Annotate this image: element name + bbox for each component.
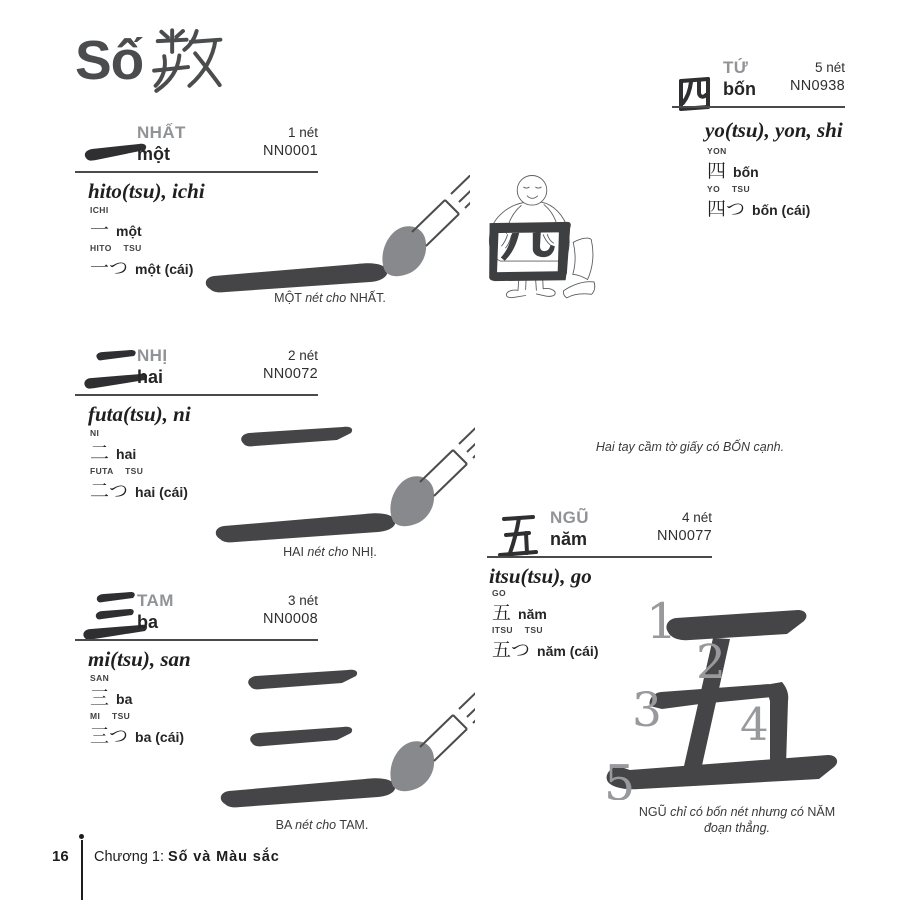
illustration-caption: MỘT nét cho NHẤT. [274, 291, 386, 305]
page-title-kanji [152, 26, 224, 98]
vietnamese-meaning: hai [137, 367, 164, 387]
vocab-word: 四 [707, 160, 727, 182]
furigana: FUTA TSU [90, 466, 144, 476]
furigana: NI [90, 428, 100, 438]
footer-vertical-rule [81, 840, 83, 900]
vocab-gloss: hai [116, 446, 137, 462]
vocab-word: 三つ [90, 725, 129, 747]
rule-divider [75, 171, 318, 173]
vocab-gloss: ba (cái) [135, 729, 185, 745]
numbered-five-illustration [595, 595, 845, 800]
vocab-gloss: hai (cái) [135, 484, 188, 500]
stroke-number: 5 [604, 755, 636, 800]
entry-code: NN0001 [263, 143, 318, 159]
stroke-count: 3 nét [287, 593, 318, 608]
furigana: HITO TSU [90, 243, 142, 253]
brush-stroke-one-illustration [185, 175, 470, 295]
chapter-title: Số và Màu sắc [168, 849, 280, 865]
stroke-count: 2 nét [287, 348, 318, 363]
illustration-caption: Hai tay cầm tờ giấy có BỐN cạnh. [595, 440, 785, 454]
stroke-number: 1 [646, 595, 678, 650]
kun-on-readings: mi(tsu), san [88, 647, 191, 671]
illustration-caption: BA nét cho TAM. [275, 818, 369, 832]
chapter-number: Chương 1: [94, 849, 165, 865]
stroke-count: 1 nét [287, 125, 318, 140]
sino-viet-reading: NHẤT [137, 123, 186, 142]
sino-viet-reading: TỨ [723, 58, 749, 77]
left-foot [506, 290, 525, 298]
vocab-word: 四つ [707, 198, 746, 220]
vietnamese-meaning: ba [137, 612, 159, 632]
brush-stroke-three-illustration [185, 660, 475, 820]
vocab-gloss: bốn (cái) [752, 202, 811, 218]
furigana: GO [492, 588, 507, 598]
vocab-word: 三 [90, 687, 110, 709]
vocab-gloss: một (cái) [135, 261, 194, 277]
sino-viet-reading: NHỊ [137, 346, 168, 365]
furigana: ICHI [90, 205, 109, 215]
vocab-gloss: bốn [733, 164, 759, 180]
vietnamese-meaning: bốn [723, 79, 756, 99]
vocab-word: 一つ [90, 257, 129, 279]
kanji-suu-icon [152, 26, 224, 98]
entry-code: NN0938 [790, 78, 845, 94]
vocab-gloss: năm [518, 606, 547, 622]
person-head [517, 176, 547, 206]
sino-viet-reading: TAM [137, 591, 174, 610]
illustration-caption: NGŨ chỉ có bốn nét nhưng có NĂM đoạn thẳng. [638, 805, 836, 835]
paper-sheet [573, 238, 593, 279]
rule-divider [487, 556, 712, 558]
vietnamese-meaning: năm [550, 529, 588, 549]
entry-code: NN0072 [263, 366, 318, 382]
stroke-count: 5 nét [814, 60, 845, 75]
rule-divider [75, 394, 318, 396]
kun-on-readings: futa(tsu), ni [88, 402, 191, 426]
vietnamese-meaning: một [137, 144, 170, 164]
vocab-word: 一 [90, 219, 110, 241]
right-foot [536, 288, 555, 296]
page-number: 16 [52, 848, 69, 865]
vocab-gloss: một [116, 223, 142, 239]
chapter-heading [94, 849, 280, 865]
kun-on-readings: itsu(tsu), go [489, 564, 592, 588]
person-holding-four-illustration [480, 80, 800, 445]
vocab-word: 五 [492, 602, 512, 624]
kun-on-readings: yo(tsu), yon, shi [705, 118, 843, 142]
kanji-go-icon [495, 512, 539, 558]
vocab-gloss: năm (cái) [537, 643, 599, 659]
furigana: YON [707, 146, 727, 156]
stroke-number: 4 [740, 698, 769, 751]
entry-code: NN0077 [657, 528, 712, 544]
rule-divider [75, 639, 318, 641]
entry-five-kanji [495, 512, 539, 558]
brush-stroke-two-illustration [185, 425, 475, 560]
stroke-number: 2 [696, 635, 726, 690]
kun-on-readings: hito(tsu), ichi [88, 179, 205, 203]
sino-viet-reading: NGŨ [550, 508, 589, 527]
furigana: MI TSU [90, 711, 131, 721]
vocab-gloss: ba [116, 691, 133, 707]
illustration-caption: HAI nét cho NHỊ. [283, 545, 377, 559]
footer-line-dot [79, 834, 84, 839]
vocab-word: 二 [90, 442, 110, 464]
stroke-count: 4 nét [681, 510, 712, 525]
stroke-number: 3 [632, 683, 662, 738]
vocab-word: 五つ [492, 639, 531, 661]
vocab-word: 二つ [90, 480, 129, 502]
furigana: YO TSU [707, 184, 751, 194]
entry-code: NN0008 [263, 611, 318, 627]
paper-sheet [563, 282, 594, 298]
page-title-vietnamese: Số [75, 29, 144, 91]
furigana: SAN [90, 673, 110, 683]
furigana: ITSU TSU [492, 625, 543, 635]
